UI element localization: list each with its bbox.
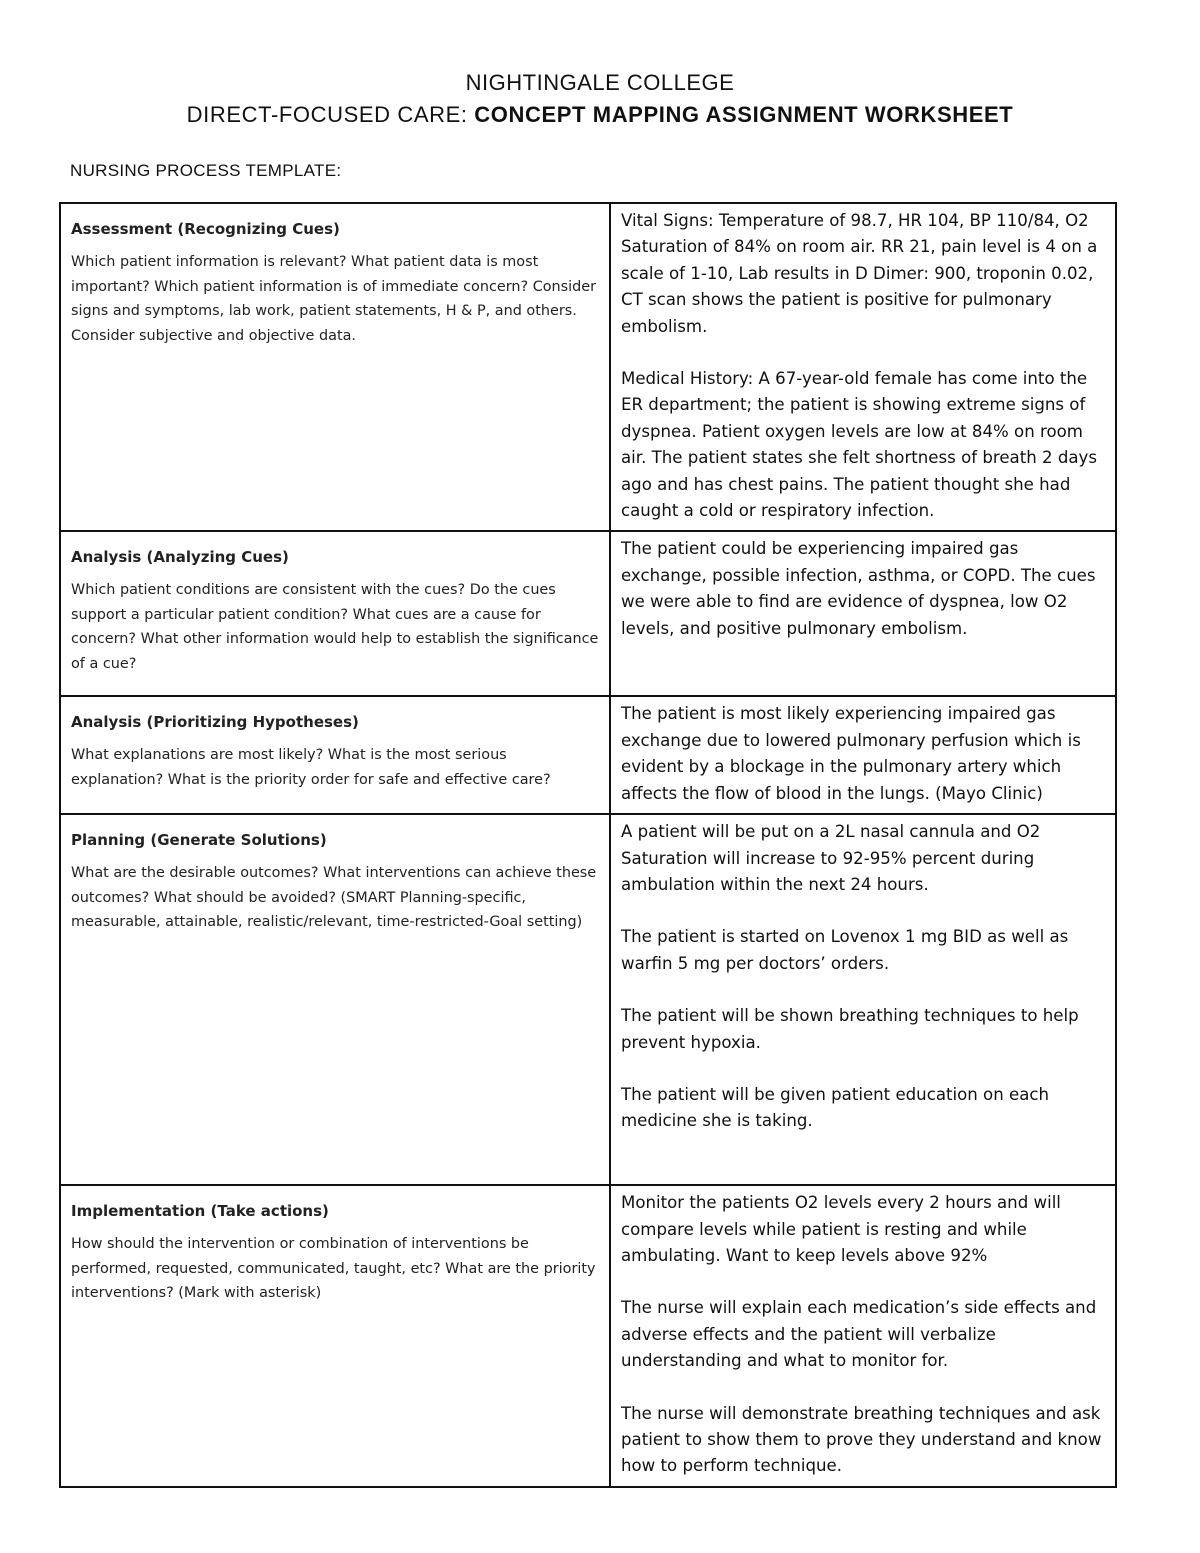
answer-paragraph: Monitor the patients O2 levels every 2 hours and will compare levels while patient is resting and while ambulating. Want to keep levels above 92% xyxy=(621,1193,1061,1265)
prompt-cell xyxy=(60,1185,610,1487)
row-prompt: What explanations are most likely? What is the most serious explanation? What is the priority order for safe and effective care? xyxy=(71,747,551,788)
answer-paragraph: The nurse will demonstrate breathing techniques and ask patient to show them to prove they understand and know how to perform technique. xyxy=(621,1403,1102,1476)
answer-paragraph: The patient is started on Lovenox 1 mg BID as well as warfin 5 mg per doctors’ orders. xyxy=(621,927,1069,973)
answer-paragraph: Medical History: A 67-year-old female has come into the ER department; the patient is showing extreme signs of dyspnea. Patient oxygen levels are low at 84% on room air. The patient states she felt shortness of breath 2 days ago and has chest pains. The patient thought she had caught a cold or respiratory infection. xyxy=(621,369,1098,521)
prompt-cell xyxy=(60,696,610,814)
table-row-implementation xyxy=(60,1185,1116,1487)
answer-paragraph: Vital Signs: Temperature of 98.7, HR 104, BP 110/84, O2 Saturation of 84% on room air. RR 21, pain level is 4 on a scale of 1-10, Lab results in D Dimer: 900, troponin 0.02, CT scan shows the patient is positive for pulmonary embolism. xyxy=(621,211,1098,336)
row-title: Implementation (Take actions) xyxy=(71,1202,329,1221)
row-prompt: What are the desirable outcomes? What interventions can achieve these outcomes? What should be avoided? (SMART Planning-specific, measurable, attainable, realistic/relevant, time-restricted-Goal setting) xyxy=(71,865,597,931)
answer-paragraph: The patient will be shown breathing techniques to help prevent hypoxia. xyxy=(621,1006,1079,1052)
prompt-cell xyxy=(60,531,610,696)
row-prompt: Which patient information is relevant? What patient data is most important? Which patient information is of immediate concern? Consider signs and symptoms, lab work, patient statements, H & P, and others. Consider subjective and objective data. xyxy=(71,254,597,344)
worksheet-title xyxy=(0,102,1200,128)
prompt-cell xyxy=(60,814,610,1185)
answer-paragraph: The patient could be experiencing impaired gas exchange, possible infection, asthma, or COPD. The cues we were able to find are evidence of dyspnea, low O2 levels, and positive pulmonary embolism. xyxy=(621,539,1096,638)
answer-paragraph: The patient will be given patient education on each medicine she is taking. xyxy=(621,1084,1050,1131)
answer-cell xyxy=(610,1185,1116,1487)
row-title: Analysis (Prioritizing Hypotheses) xyxy=(71,713,359,732)
row-title: Assessment (Recognizing Cues) xyxy=(71,220,340,238)
table-row-prioritizing-hypotheses xyxy=(60,696,1116,814)
row-prompt: How should the intervention or combination of interventions be performed, requested, communicated, taught, etc? What are the priority interventions? (Mark with asterisk) xyxy=(71,1236,596,1302)
template-label: NURSING PROCESS TEMPLATE: xyxy=(70,161,342,180)
college-name: NIGHTINGALE COLLEGE xyxy=(465,70,735,95)
nursing-process-table xyxy=(59,202,1117,1488)
table-row-analyzing-cues xyxy=(60,531,1116,696)
answer-cell xyxy=(610,531,1116,696)
row-prompt: Which patient conditions are consistent with the cues? Do the cues support a particular patient condition? What cues are a cause for concern? What other information would help to establish the significance of a cue? xyxy=(71,582,599,672)
row-title: Planning (Generate Solutions) xyxy=(71,831,327,850)
answer-paragraph: The nurse will explain each medication’s side effects and adverse effects and the patient will verbalize understanding and what to monitor for. xyxy=(621,1298,1097,1371)
worksheet-title-prefix: DIRECT-FOCUSED CARE: xyxy=(186,102,475,127)
table-row-planning xyxy=(60,814,1116,1185)
answer-cell xyxy=(610,696,1116,814)
answer-paragraph: A patient will be put on a 2L nasal cannula and O2 Saturation will increase to 92-95% percent during ambulation within the next 24 hours. xyxy=(621,822,1041,894)
table-row-assessment xyxy=(60,203,1116,531)
answer-cell xyxy=(610,203,1116,531)
prompt-cell xyxy=(60,203,610,531)
worksheet-title-bold: CONCEPT MAPPING ASSIGNMENT WORKSHEET xyxy=(474,102,1014,127)
answer-paragraph: The patient is most likely experiencing impaired gas exchange due to lowered pulmonary perfusion which is evident by a blockage in the pulmonary artery which affects the flow of blood in the lungs. (Mayo Clinic) xyxy=(621,704,1081,803)
row-title: Analysis (Analyzing Cues) xyxy=(71,548,289,567)
answer-cell xyxy=(610,814,1116,1185)
